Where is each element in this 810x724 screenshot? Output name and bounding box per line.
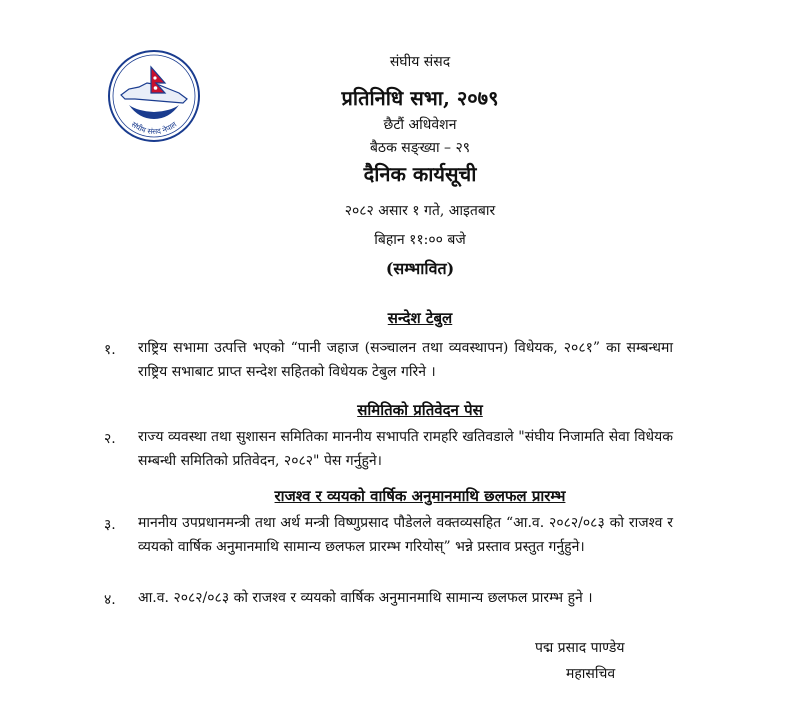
- house-name: प्रतिनिधि सभा, २०७९: [341, 86, 499, 110]
- agenda-item-text: माननीय उपप्रधानमन्त्री तथा अर्थ मन्त्री विष्णुप्रसाद पौडेलले वक्तव्यसहित “आ.व. २०८२/०८३ को राजश्व र व्ययको वार्षिक अनुमानमाथि सामान्य छलफल प्रारम्भ गरियोस्” भन्ने प्रस्ताव प्रस्तुत गर्नुहुने।: [138, 515, 673, 555]
- agenda-item-text: आ.व. २०८२/०८३ को राजश्व र व्ययको वार्षिक अनुमानमाथि सामान्य छलफल प्रारम्भ हुने ।: [138, 590, 593, 606]
- section-heading-message-table: सन्देश टेबुल: [387, 309, 453, 327]
- page-title: दैनिक कार्यसूची: [363, 162, 477, 186]
- agenda-date: २०८२ असार १ गते, आइतबार: [344, 203, 496, 219]
- item-number: ३.: [104, 517, 116, 533]
- logo-caption: संघीय संसद नेपाल: [129, 119, 179, 137]
- item-number: २.: [104, 431, 116, 447]
- section-heading-committee-report: समितिको प्रतिवेदन पेस: [357, 401, 483, 419]
- parliament-name: संघीय संसद: [389, 54, 451, 70]
- agenda-item-text: राष्ट्रिय सभामा उत्पत्ति भएको “पानी जहाज (सञ्चालन तथा व्यवस्थापन) विधेयक, २०८१” का सम्बन्धमा राष्ट्रिय सभाबाट प्राप्त सन्देश सहितको विधेयक टेबुल गरिने ।: [138, 340, 673, 380]
- meeting-number: बैठक सङ्ख्या – २९: [369, 140, 471, 156]
- signatory-name: पद्म प्रसाद पाण्डेय: [535, 640, 625, 656]
- section-heading-budget-discussion: राजश्व र व्ययको वार्षिक अनुमानमाथि छलफल प्रारम्भ: [274, 487, 566, 505]
- item-number: ४.: [104, 592, 116, 608]
- item-number: १.: [104, 342, 116, 358]
- session-label: छैटौं अधिवेशन: [383, 117, 457, 133]
- agenda-item-text: राज्य व्यवस्था तथा सुशासन समितिका माननीय सभापति रामहरि खतिवडाले "संघीय निजामति सेवा विधेयक सम्बन्धी समितिको प्रतिवेदन, २०८२" पेस गर्नुहुने।: [138, 429, 673, 469]
- signatory-designation: महासचिव: [566, 666, 616, 682]
- agenda-time: बिहान ११:०० बजे: [374, 232, 466, 248]
- flag-moon: [153, 76, 156, 79]
- agenda-status: (सम्भावित): [385, 259, 455, 278]
